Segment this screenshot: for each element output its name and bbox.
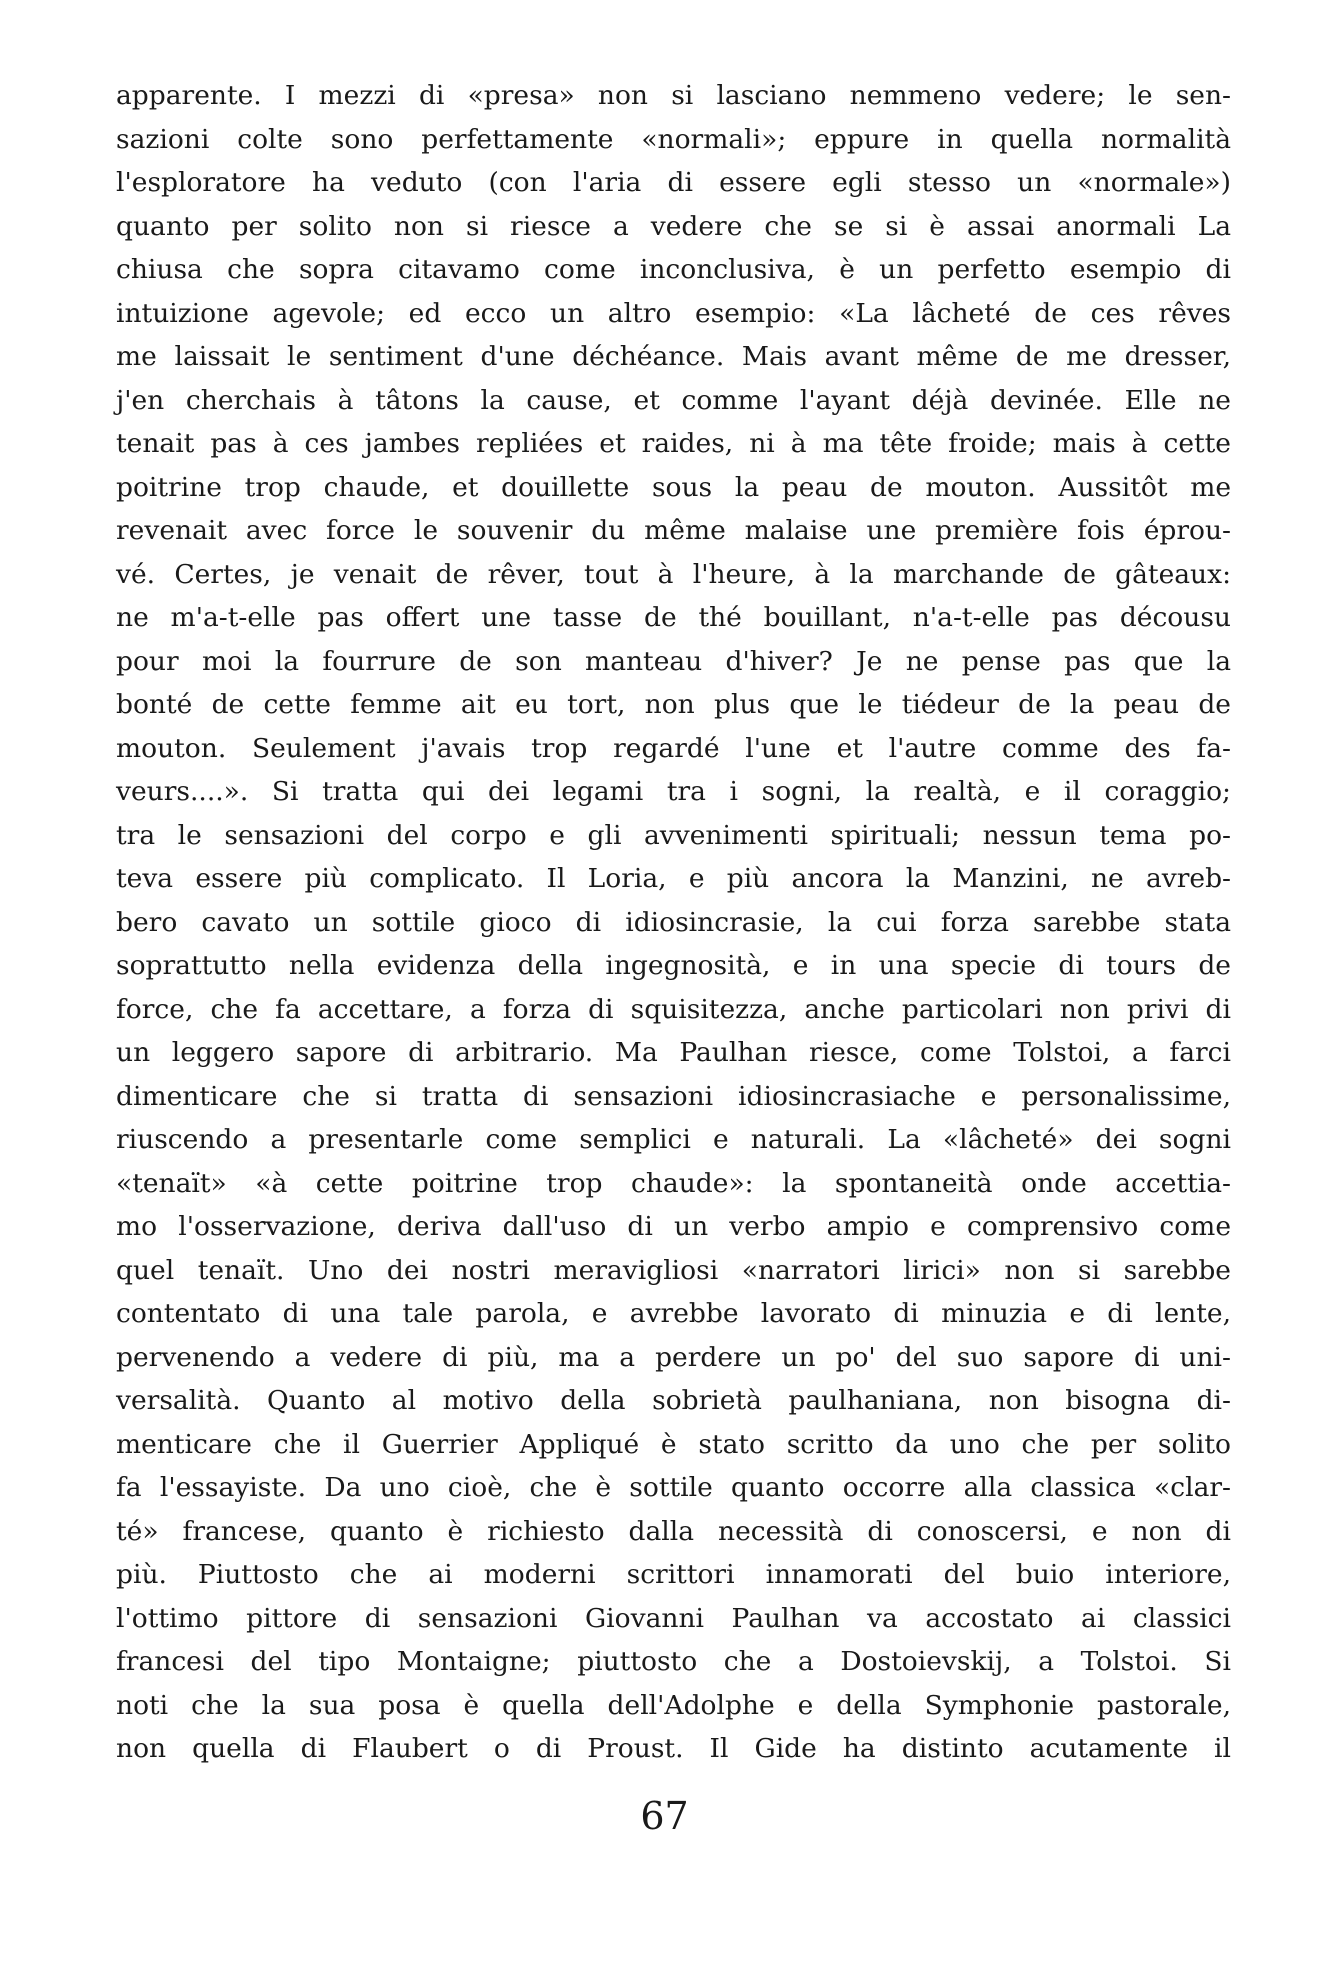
text-line: soprattutto nella evidenza della ingegnosità, e in una specie di tours de [116,950,1231,981]
text-line: poitrine trop chaude, et douillette sous la peau de mouton. Aussitôt me [116,471,1231,503]
text-line: chiusa che sopra citavamo come inconclusiva, è un perfetto esempio di [116,254,1231,285]
text-line: l'ottimo pittore di sensazioni Giovanni Paulhan va accostato ai classici [116,1602,1231,1634]
text-line: pour moi la fourrure de son manteau d'hiver? Je ne pense pas que la [116,645,1231,677]
page-number: 67 [640,1794,689,1838]
text-line: bero cavato un sottile gioco di idiosincrasie, la cui forza sarebbe stata [116,906,1231,938]
text-line: noti che la sua posa è quella dell'Adolphe e della Symphonie pastorale, [116,1689,1231,1721]
text-line: fa l'essayiste. Da uno cioè, che è sottile quanto occorre alla classica «clar- [116,1472,1231,1503]
text-line: revenait avec force le souvenir du même malaise une première fois éprou- [116,515,1231,546]
text-line: riuscendo a presentarle come semplici e naturali. La «lâcheté» dei sogni [116,1124,1231,1155]
text-line: mo l'osservazione, deriva dall'uso di un verbo ampio e comprensivo come [116,1211,1231,1242]
text-line: un leggero sapore di arbitrario. Ma Paulhan riesce, come Tolstoi, a farci [116,1037,1231,1068]
text-line: pervenendo a vedere di più, ma a perdere un po' del suo sapore di uni- [116,1341,1231,1373]
text-line: intuizione agevole; ed ecco un altro esempio: «La lâcheté de ces rêves [116,297,1231,329]
text-line: apparente. I mezzi di «presa» non si lasciano nemmeno vedere; le sen- [116,80,1231,111]
text-line: sazioni colte sono perfettamente «normali»; eppure in quella normalità [116,123,1231,155]
text-line: force, che fa accettare, a forza di squisitezza, anche particolari non privi di [116,993,1231,1025]
text-line: veurs....». Si tratta qui dei legami tra i sogni, la realtà, e il coraggio; [116,776,1231,807]
text-line: francesi del tipo Montaigne; piuttosto che a Dostoievskij, a Tolstoi. Si [116,1646,1231,1677]
text-line: non quella di Flaubert o di Proust. Il Gide ha distinto acutamente il [116,1733,1231,1764]
text-line: tenait pas à ces jambes repliées et raides, ni à ma tête froide; mais à cette [116,428,1231,459]
text-line: versalità. Quanto al motivo della sobrietà paulhaniana, non bisogna di- [116,1385,1231,1416]
text-line: j'en cherchais à tâtons la cause, et comme l'ayant déjà devinée. Elle ne [116,384,1231,416]
text-line: contentato di una tale parola, e avrebbe lavorato di minuzia e di lente, [116,1298,1231,1329]
text-line: vé. Certes, je venait de rêver, tout à l'heure, à la marchande de gâteaux: [116,558,1231,590]
text-line: ne m'a-t-elle pas offert une tasse de thé bouillant, n'a-t-elle pas décousu [116,602,1231,633]
text-line: quanto per solito non si riesce a vedere che se si è assai anormali La [116,210,1231,242]
text-line: «tenaït» «à cette poitrine trop chaude»: la spontaneità onde accettia- [116,1167,1231,1199]
text-line: l'esploratore ha veduto (con l'aria di essere egli stesso un «normale») [116,167,1231,198]
text-line: tra le sensazioni del corpo e gli avvenimenti spirituali; nessun tema po- [116,819,1231,851]
text-line: me laissait le sentiment d'une déchéance. Mais avant même de me dresser, [116,341,1231,372]
text-line: menticare che il Guerrier Appliqué è stato scritto da uno che per solito [116,1428,1231,1460]
text-line: bonté de cette femme ait eu tort, non plus que le tiédeur de la peau de [116,689,1231,720]
text-line: mouton. Seulement j'avais trop regardé l'une et l'autre comme des fa- [116,732,1231,764]
text-line: teva essere più complicato. Il Loria, e più ancora la Manzini, ne avreb- [116,863,1231,894]
body-text [116,74,1231,1771]
text-line: quel tenaït. Uno dei nostri meravigliosi «narratori lirici» non si sarebbe [116,1254,1231,1286]
text-line: té» francese, quanto è richiesto dalla necessità di conoscersi, e non di [116,1515,1231,1547]
text-line: dimenticare che si tratta di sensazioni idiosincrasiache e personalissime, [116,1080,1231,1112]
text-line: più. Piuttosto che ai moderni scrittori innamorati del buio interiore, [116,1559,1231,1590]
